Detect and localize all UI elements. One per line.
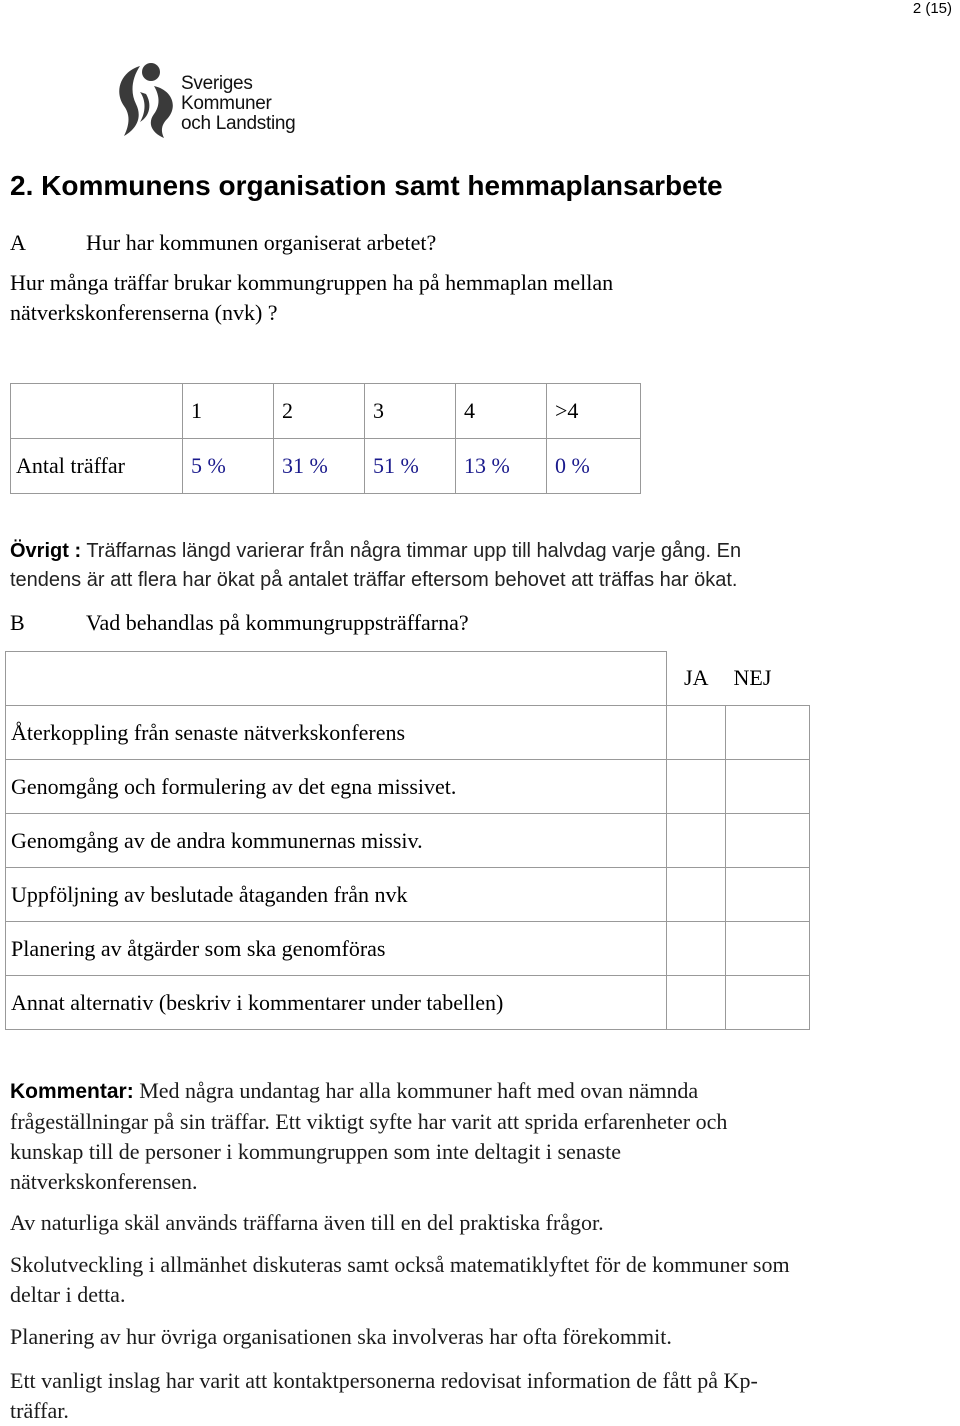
topic-label: Planering av åtgärder som ska genomföras (6, 922, 667, 976)
meetings-table-corner (11, 384, 183, 439)
table-row (6, 976, 810, 1030)
kommentar-p3-line: Skolutveckling i allmänhet diskuteras samt också matematiklyftet för de kommuner som (10, 1252, 790, 1277)
meetings-table-header: 1 (183, 384, 274, 439)
question-a (10, 230, 436, 256)
logo-line-2: Kommuner (181, 93, 272, 114)
kommentar-paragraph-5 (10, 1366, 758, 1426)
question-a-text: Hur har kommunen organiserat arbetet? (86, 230, 437, 255)
question-b-letter: B (10, 610, 25, 635)
kommentar-p5-line: träffar. (10, 1398, 69, 1423)
topic-label: Annat alternativ (beskriv i kommentarer under tabellen) (6, 976, 667, 1030)
meetings-table-cell: 31 % (274, 439, 365, 494)
topics-table-header-row (6, 652, 810, 706)
topic-label: Återkoppling från senaste nätverkskonferens (6, 706, 667, 760)
meetings-table-row-label: Antal träffar (11, 439, 183, 494)
kommentar-p1-line: kunskap till de personer i kommungruppen som inte deltagit i senaste (10, 1139, 621, 1164)
meetings-table-cell: 5 % (183, 439, 274, 494)
question-a-sub-line-2: nätverkskonferenserna (nvk) ? (10, 300, 278, 325)
ja-checkbox-cell[interactable] (667, 976, 726, 1030)
section-heading: 2. Kommunens organisation samt hemmaplansarbete (10, 170, 723, 201)
logo-line-1: Sveriges (181, 73, 253, 94)
table-row (6, 814, 810, 868)
nej-checkbox-cell[interactable] (726, 814, 810, 868)
kommentar-paragraph-2: Av naturliga skäl används träffarna även till en del praktiska frågor. (10, 1210, 604, 1235)
table-row (6, 706, 810, 760)
nej-checkbox-cell[interactable] (726, 706, 810, 760)
kommentar-paragraph-1 (10, 1076, 727, 1197)
question-b-text: Vad behandlas på kommungruppsträffarna? (86, 610, 469, 635)
meetings-table-cell: 13 % (456, 439, 547, 494)
skl-logo-icon (110, 62, 180, 140)
page-number: 2 (15) (912, 0, 952, 17)
meetings-table-row (11, 439, 641, 494)
kommentar-paragraph-3 (10, 1250, 790, 1310)
topics-table (5, 651, 810, 1030)
topic-label: Genomgång av de andra kommunernas missiv. (6, 814, 667, 868)
topic-label: Genomgång och formulering av det egna missivet. (6, 760, 667, 814)
kommentar-p1-line: frågeställningar på sin träffar. Ett viktigt syfte har varit att sprida erfarenheter och (10, 1109, 728, 1134)
kommentar-label: Kommentar: (10, 1080, 134, 1103)
question-a-sub-line-1: Hur många träffar brukar kommungruppen ha på hemmaplan mellan (10, 270, 614, 295)
topics-table-header-ja: JA (684, 665, 709, 691)
nej-checkbox-cell[interactable] (726, 760, 810, 814)
ja-checkbox-cell[interactable] (667, 706, 726, 760)
nej-checkbox-cell[interactable] (726, 922, 810, 976)
table-row (6, 922, 810, 976)
nej-checkbox-cell[interactable] (726, 976, 810, 1030)
ja-checkbox-cell[interactable] (667, 760, 726, 814)
ovrigt-line-1: Träffarnas längd varierar från några timmar upp till halvdag varje gång. En (81, 540, 742, 562)
ovrigt-label: Övrigt : (10, 540, 82, 562)
meetings-table (10, 383, 641, 494)
topic-label: Uppföljning av beslutade åtaganden från nvk (6, 868, 667, 922)
topics-table-corner (6, 652, 667, 706)
meetings-table-header: 2 (274, 384, 365, 439)
ja-checkbox-cell[interactable] (667, 868, 726, 922)
ja-checkbox-cell[interactable] (667, 922, 726, 976)
logo-text (181, 74, 295, 134)
question-b (10, 610, 469, 636)
meetings-table-header: 4 (456, 384, 547, 439)
meetings-table-cell: 51 % (365, 439, 456, 494)
kommentar-p1-line: nätverkskonferensen. (10, 1169, 198, 1194)
ovrigt-paragraph (10, 537, 741, 595)
kommentar-paragraph-4: Planering av hur övriga organisationen ska involveras har ofta förekommit. (10, 1324, 672, 1349)
nej-checkbox-cell[interactable] (726, 868, 810, 922)
meetings-table-header-row (11, 384, 641, 439)
meetings-table-header: >4 (547, 384, 641, 439)
meetings-table-cell: 0 % (547, 439, 641, 494)
logo-line-3: och Landsting (181, 113, 296, 134)
table-row (6, 868, 810, 922)
kommentar-p5-line: Ett vanligt inslag har varit att kontaktpersonerna redovisat information de fått på Kp- (10, 1368, 758, 1393)
topics-table-header-nej: NEJ (733, 665, 772, 691)
table-row (6, 760, 810, 814)
meetings-table-header: 3 (365, 384, 456, 439)
question-a-letter: A (10, 230, 26, 255)
ja-checkbox-cell[interactable] (667, 814, 726, 868)
ovrigt-line-2: tendens är att flera har ökat på antalet träffar eftersom behovet att träffas har ökat. (10, 569, 738, 591)
kommentar-p3-line: deltar i detta. (10, 1282, 126, 1307)
kommentar-p1-line: Med några undantag har alla kommuner haft med ovan nämnda (133, 1078, 699, 1103)
